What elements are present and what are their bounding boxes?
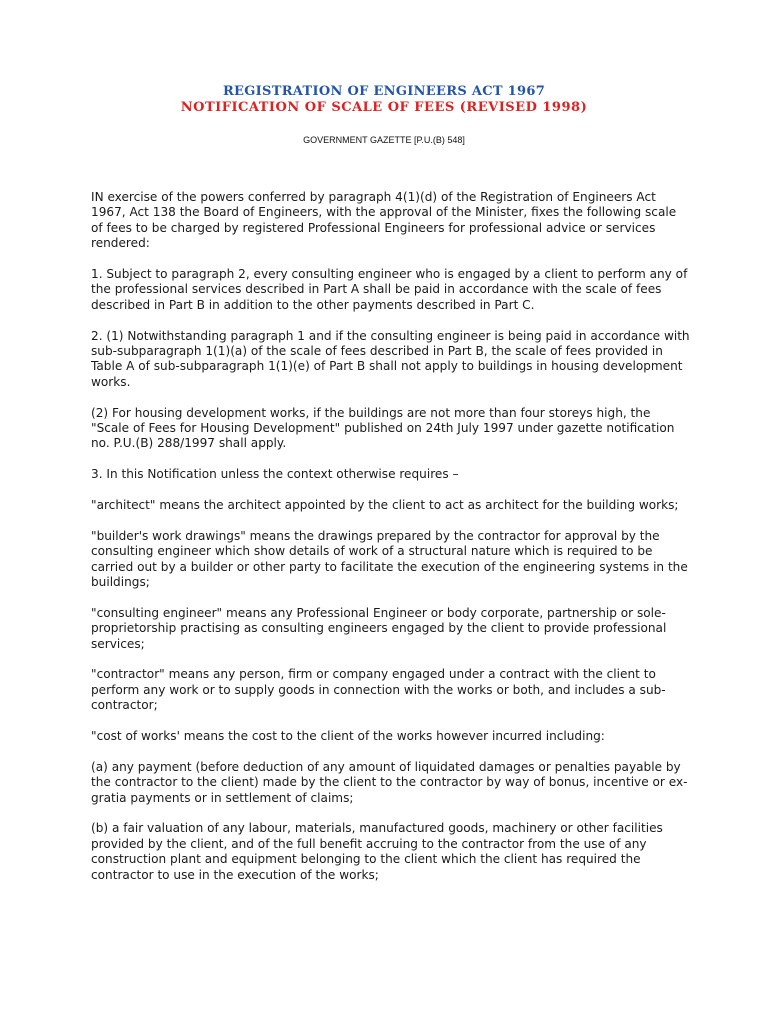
paragraph-1: 1. Subject to paragraph 2, every consulting engineer who is engaged by a client to perform any of the professional services described in Part A shall be paid in accordance with the scale of fees described in Part B in addition to the other payments described in Part C.	[91, 267, 688, 312]
definition-consulting-engineer: "consulting engineer" means any Professional Engineer or body corporate, partnership or sole-proprietorship practising as consulting engineers engaged by the client to provide professional services;	[91, 605, 667, 651]
definition-cost-of-works: "cost of works' means the cost to the client of the works however incurred including:	[91, 729, 605, 744]
definition-builders-work-drawings: "builder's work drawings" means the drawings prepared by the contractor for approval by the consulting engineer which show details of work of a structural nature which is required to be carried out by a builder or other party to facilitate the execution of the engineering systems in the buildings;	[91, 528, 688, 590]
paragraph-3: 3. In this Notification unless the context otherwise requires –	[91, 467, 459, 482]
paragraph-2-1: 2. (1) Notwithstanding paragraph 1 and if the consulting engineer is being paid in accordance with sub-subparagraph 1(1)(a) of the scale of fees described in Part B, the scale of fees provided in Table A of sub-subparagraph 1(1)(e) of Part B shall not apply to buildings in housing development works.	[91, 328, 690, 389]
notification-title: NOTIFICATION OF SCALE OF FEES (REVISED 1998)	[180, 100, 588, 115]
paragraph-preamble: IN exercise of the powers conferred by paragraph 4(1)(d) of the Registration of Engineers Act 1967, Act 138 the Board of Engineers, with the approval of the Minister, fixes the following scale of fees to be charged by registered Professional Engineers for professional advice or services rendered:	[91, 190, 677, 251]
act-title: REGISTRATION OF ENGINEERS ACT 1967	[222, 84, 546, 99]
definition-architect: "architect" means the architect appointed by the client to act as architect for the building works;	[91, 498, 679, 513]
cost-item-a: (a) any payment (before deduction of any amount of liquidated damages or penalties payable by the contractor to the client) made by the client to the contractor by way of bonus, incentive or ex-gratia payments or in settlement of claims;	[91, 759, 688, 805]
paragraph-2-2: (2) For housing development works, if the buildings are not more than four storeys high, the "Scale of Fees for Housing Development" published on 24th July 1997 under gazette notification no. P.U.(B) 288/1997 shall apply.	[91, 405, 675, 451]
definition-contractor: "contractor" means any person, firm or company engaged under a contract with the client to perform any work or to supply goods in connection with the works or both, and includes a sub-contractor;	[91, 667, 666, 713]
document-body	[91, 190, 691, 899]
cost-item-b: (b) a fair valuation of any labour, materials, manufactured goods, machinery or other facilities provided by the client, and of the full benefit accruing to the contractor from the use of any construction plant and equipment belonging to the client which the client has required the contractor to use in the execution of the works;	[91, 821, 663, 882]
gazette-reference: GOVERNMENT GAZETTE [P.U.(B) 548]	[303, 135, 465, 145]
